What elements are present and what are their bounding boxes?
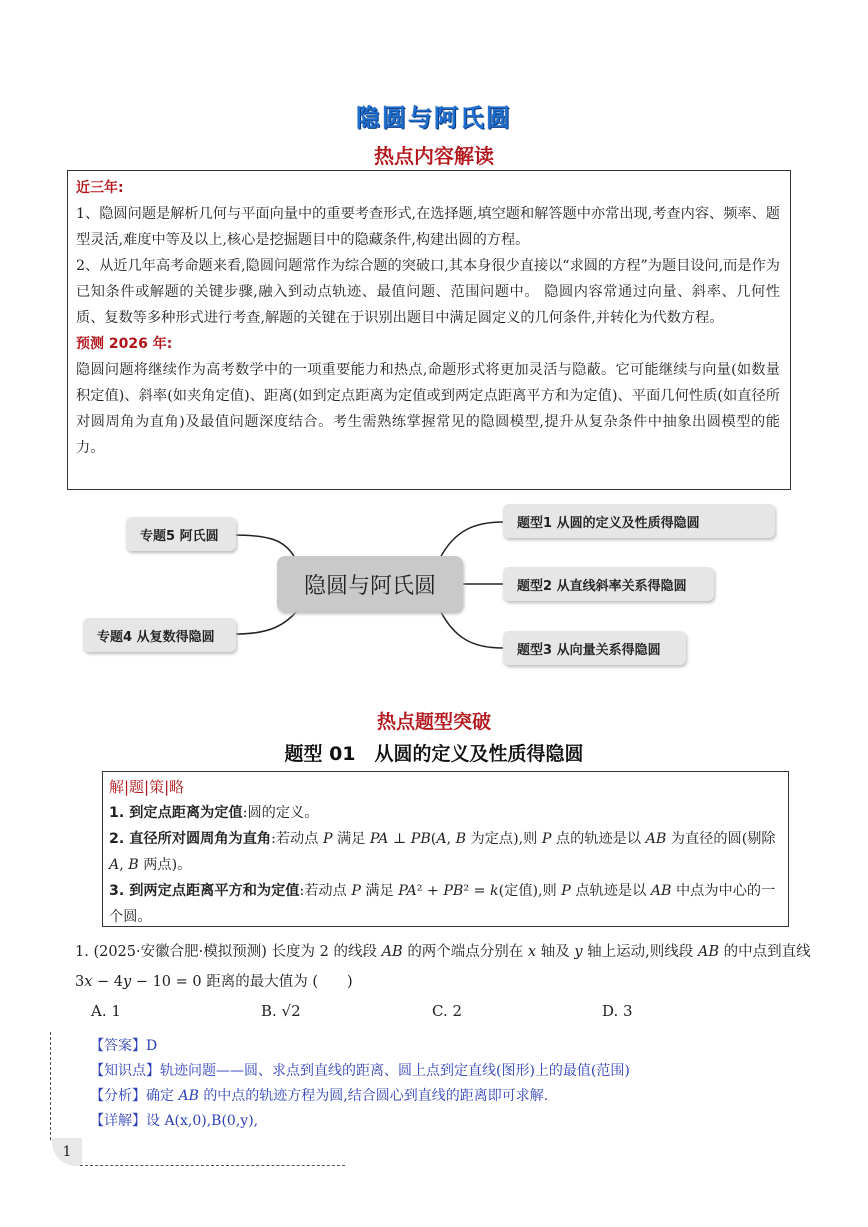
strategy-heading: 解|题|策|略 [109, 778, 185, 796]
option-b[interactable]: B. √2 [261, 1002, 301, 1020]
reading-box [67, 170, 791, 490]
mindmap-node-type1: 题型1 从圆的定义及性质得隐圆 [503, 504, 775, 538]
strategy-item-1: 1. 到定点距离为定值:圆的定义。 [109, 805, 319, 821]
reading-paragraph-1: 1、隐圆问题是解析几何与平面向量中的重要考查形式,在选择题,填空题和解答题中亦常出现,考查内容、频率、题型灵活,难度中等及以上,核心是挖掘题目中的隐藏条件,构建出圆的方程。 [76, 206, 780, 248]
prediction-paragraph: 隐圆问题将继续作为高考数学中的一项重要能力和热点,命题形式将更加灵活与隐蔽。它可能继续与向量(如数量积定值)、斜率(如夹角定值)、距离(如到定点距离为定值或到两定点距离平方和为定值)、平面几何性质(如直径所对圆周角为直角)及最值问题深度结合。考生需熟练掌握常见的隐圆模型,提升从复杂条件中抽象出圆模型的能力。 [76, 362, 780, 456]
recent-years-heading: 近三年: [76, 180, 124, 196]
document-title: 隐圆与阿氏圆 [356, 104, 512, 132]
page-number: 1 [52, 1138, 82, 1166]
strategy-item-3: 3. 到两定点距离平方和为定值:若动点 P 满足 PA² + PB² = k(定值),则 P 点轨迹是以 AB 中点为中心的一个圆。 [109, 883, 776, 925]
mindmap-center-node: 隐圆与阿氏圆 [277, 556, 463, 612]
mindmap-node-type3: 题型3 从向量关系得隐圆 [503, 631, 686, 665]
knowledge-line: 【知识点】轨迹问题——圆、求点到直线的距离、圆上点到定直线(图形)上的最值(范围) [90, 1063, 630, 1079]
detail-line: 【详解】设 A(x,0),B(0,y), [90, 1113, 259, 1129]
prediction-heading: 预测 2026 年: [76, 336, 173, 352]
mindmap-node-topic5: 专题5 阿氏圆 [126, 517, 236, 551]
reading-paragraph-2: 2、从近几年高考命题来看,隐圆问题常作为综合题的突破口,其本身很少直接以“求圆的方程”为题目设问,而是作为已知条件或解题的关键步骤,融入到动点轨迹、最值问题、范围问题中。 隐圆内容常通过向量、斜率、几何性质、复数等多种形式进行考查,解题的关键在于识别出题目中满足圆定义的几何条件,并转化为代数方程。 [76, 258, 780, 326]
mindmap-node-type2: 题型2 从直线斜率关系得隐圆 [503, 567, 714, 601]
analysis-line: 【分析】确定 AB 的中点的轨迹方程为圆,结合圆心到直线的距离即可求解. [90, 1088, 549, 1104]
strategy-item-2: 2. 直径所对圆周角为直角:若动点 P 满足 PA ⊥ PB(A, B 为定点),则 P 点的轨迹是以 AB 为直径的圆(剔除 A, B 两点)。 [109, 831, 776, 873]
mindmap-node-topic4: 专题4 从复数得隐圆 [83, 618, 236, 652]
answer-line: 【答案】D [90, 1038, 158, 1054]
strategy-box [102, 771, 789, 927]
section-heading-breakthrough: 热点题型突破 [376, 711, 491, 733]
option-d[interactable]: D. 3 [602, 1002, 633, 1020]
question-type-heading: 题型 01 从圆的定义及性质得隐圆 [284, 743, 584, 765]
option-a[interactable]: A. 1 [91, 1002, 121, 1020]
solution-divider-vertical [50, 1032, 51, 1140]
question-source: (2025·安徽合肥·模拟预测) [93, 944, 267, 960]
question-1: 1. (2025·安徽合肥·模拟预测) 长度为 2 的线段 AB 的两个端点分别在 x 轴及 y 轴上运动,则线段 AB 的中点到直线 3x − 4y − 10 = 0 距离的最大值为 ( ) [75, 944, 811, 990]
section-heading-reading: 热点内容解读 [374, 144, 494, 168]
footer-divider [80, 1165, 345, 1166]
option-c[interactable]: C. 2 [432, 1002, 463, 1020]
